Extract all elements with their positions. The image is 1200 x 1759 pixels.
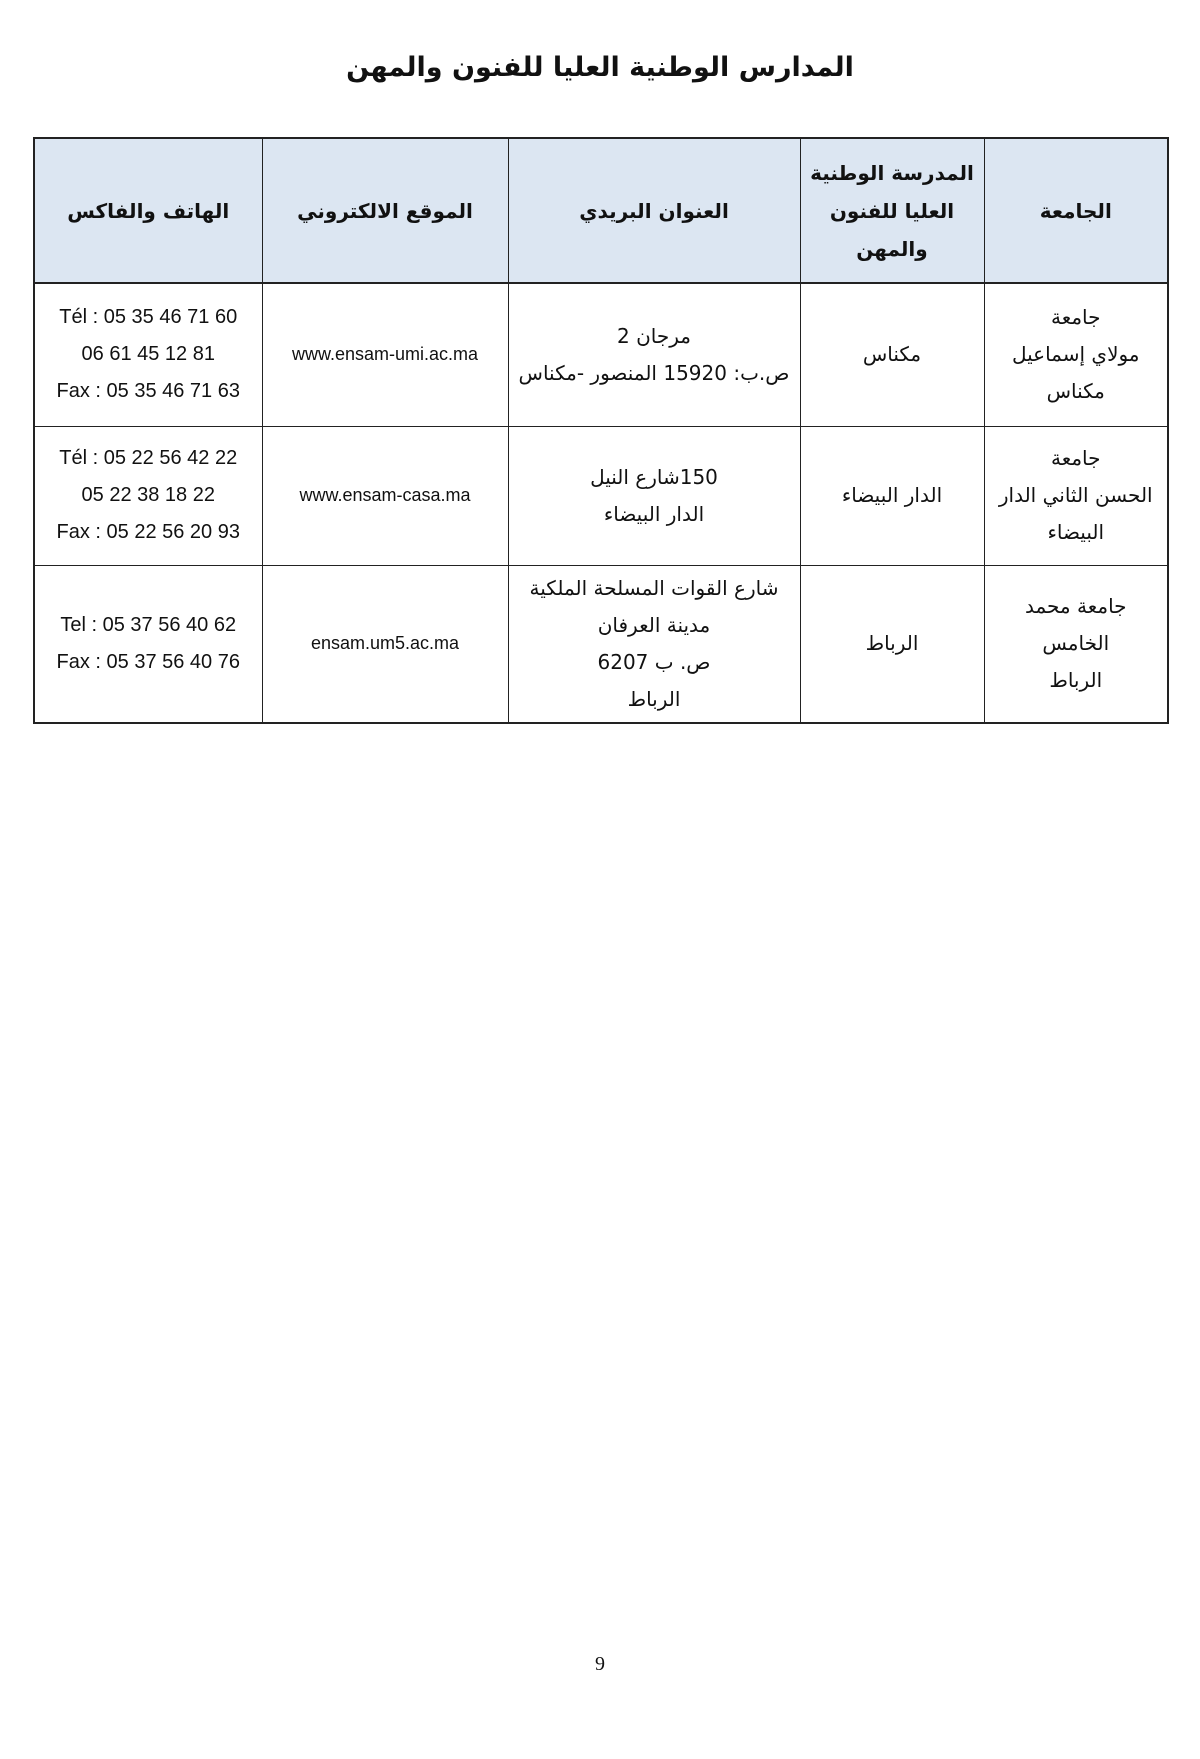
website-link[interactable]: www.ensam-casa.ma: [262, 426, 508, 565]
fax-line: Fax : 05 35 46 71 63: [56, 380, 240, 403]
address-line: ص.ب: 15920 المنصور -مكناس: [518, 360, 790, 385]
table-row: [34, 426, 1168, 565]
website-link[interactable]: ensam.um5.ac.ma: [262, 565, 508, 723]
table-header-row: [34, 138, 1168, 283]
header-phone: الهاتف والفاكس: [34, 138, 262, 283]
address-line: ص. ب 6207: [597, 649, 711, 674]
university-line: جامعة: [1050, 305, 1101, 330]
school-cell: الدار البيضاء: [800, 426, 984, 565]
table-row: [34, 565, 1168, 723]
phone-cell: [34, 283, 262, 426]
phone-line: Tél : 05 35 46 71 60: [59, 306, 238, 329]
address-cell: [508, 426, 800, 565]
address-line: 150شارع النيل: [590, 464, 718, 489]
phone-line: Tél : 05 22 56 42 22: [59, 447, 238, 469]
address-line: الدار البيضاء: [603, 501, 705, 526]
fax-line: Fax : 05 37 56 40 76: [56, 650, 240, 673]
address-line: مدينة العرفان: [597, 612, 711, 637]
university-cell: [984, 426, 1168, 565]
university-line: الرباط: [1049, 668, 1103, 692]
university-line: البيضاء: [1047, 520, 1105, 544]
phone-cell: [34, 565, 262, 723]
header-school: المدرسة الوطنية العليا للفنون والمهن: [800, 138, 984, 283]
header-university: الجامعة: [984, 138, 1168, 283]
address-cell: [508, 565, 800, 723]
phone-cell: [34, 426, 262, 565]
schools-table: [33, 137, 1169, 724]
address-line: الرباط: [627, 686, 681, 711]
school-cell: مكناس: [800, 283, 984, 426]
page-number: 9: [595, 1653, 605, 1675]
university-cell: [984, 283, 1168, 426]
university-line: مكناس: [1046, 379, 1105, 404]
address-line: مرجان 2: [617, 323, 691, 348]
fax-line: Fax : 05 22 56 20 93: [56, 521, 240, 543]
phone-line: 05 22 38 18 22: [81, 484, 215, 506]
table-row: [34, 283, 1168, 426]
university-line: جامعة: [1050, 446, 1101, 470]
page-title: المدارس الوطنية العليا للفنون والمهن: [346, 52, 854, 83]
phone-line: 06 61 45 12 81: [81, 343, 215, 366]
school-cell: الرباط: [800, 565, 984, 723]
header-address: العنوان البريدي: [508, 138, 800, 283]
university-line: الحسن الثاني الدار: [998, 483, 1153, 507]
address-line: شارع القوات المسلحة الملكية: [529, 575, 779, 600]
university-line: جامعة محمد: [1024, 594, 1127, 618]
header-website: الموقع الالكتروني: [262, 138, 508, 283]
phone-line: Tel : 05 37 56 40 62: [60, 613, 237, 636]
address-cell: [508, 283, 800, 426]
university-cell: [984, 565, 1168, 723]
university-line: الخامس: [1042, 631, 1110, 655]
university-line: مولاي إسماعيل: [1011, 342, 1140, 367]
website-link[interactable]: www.ensam-umi.ac.ma: [262, 283, 508, 426]
